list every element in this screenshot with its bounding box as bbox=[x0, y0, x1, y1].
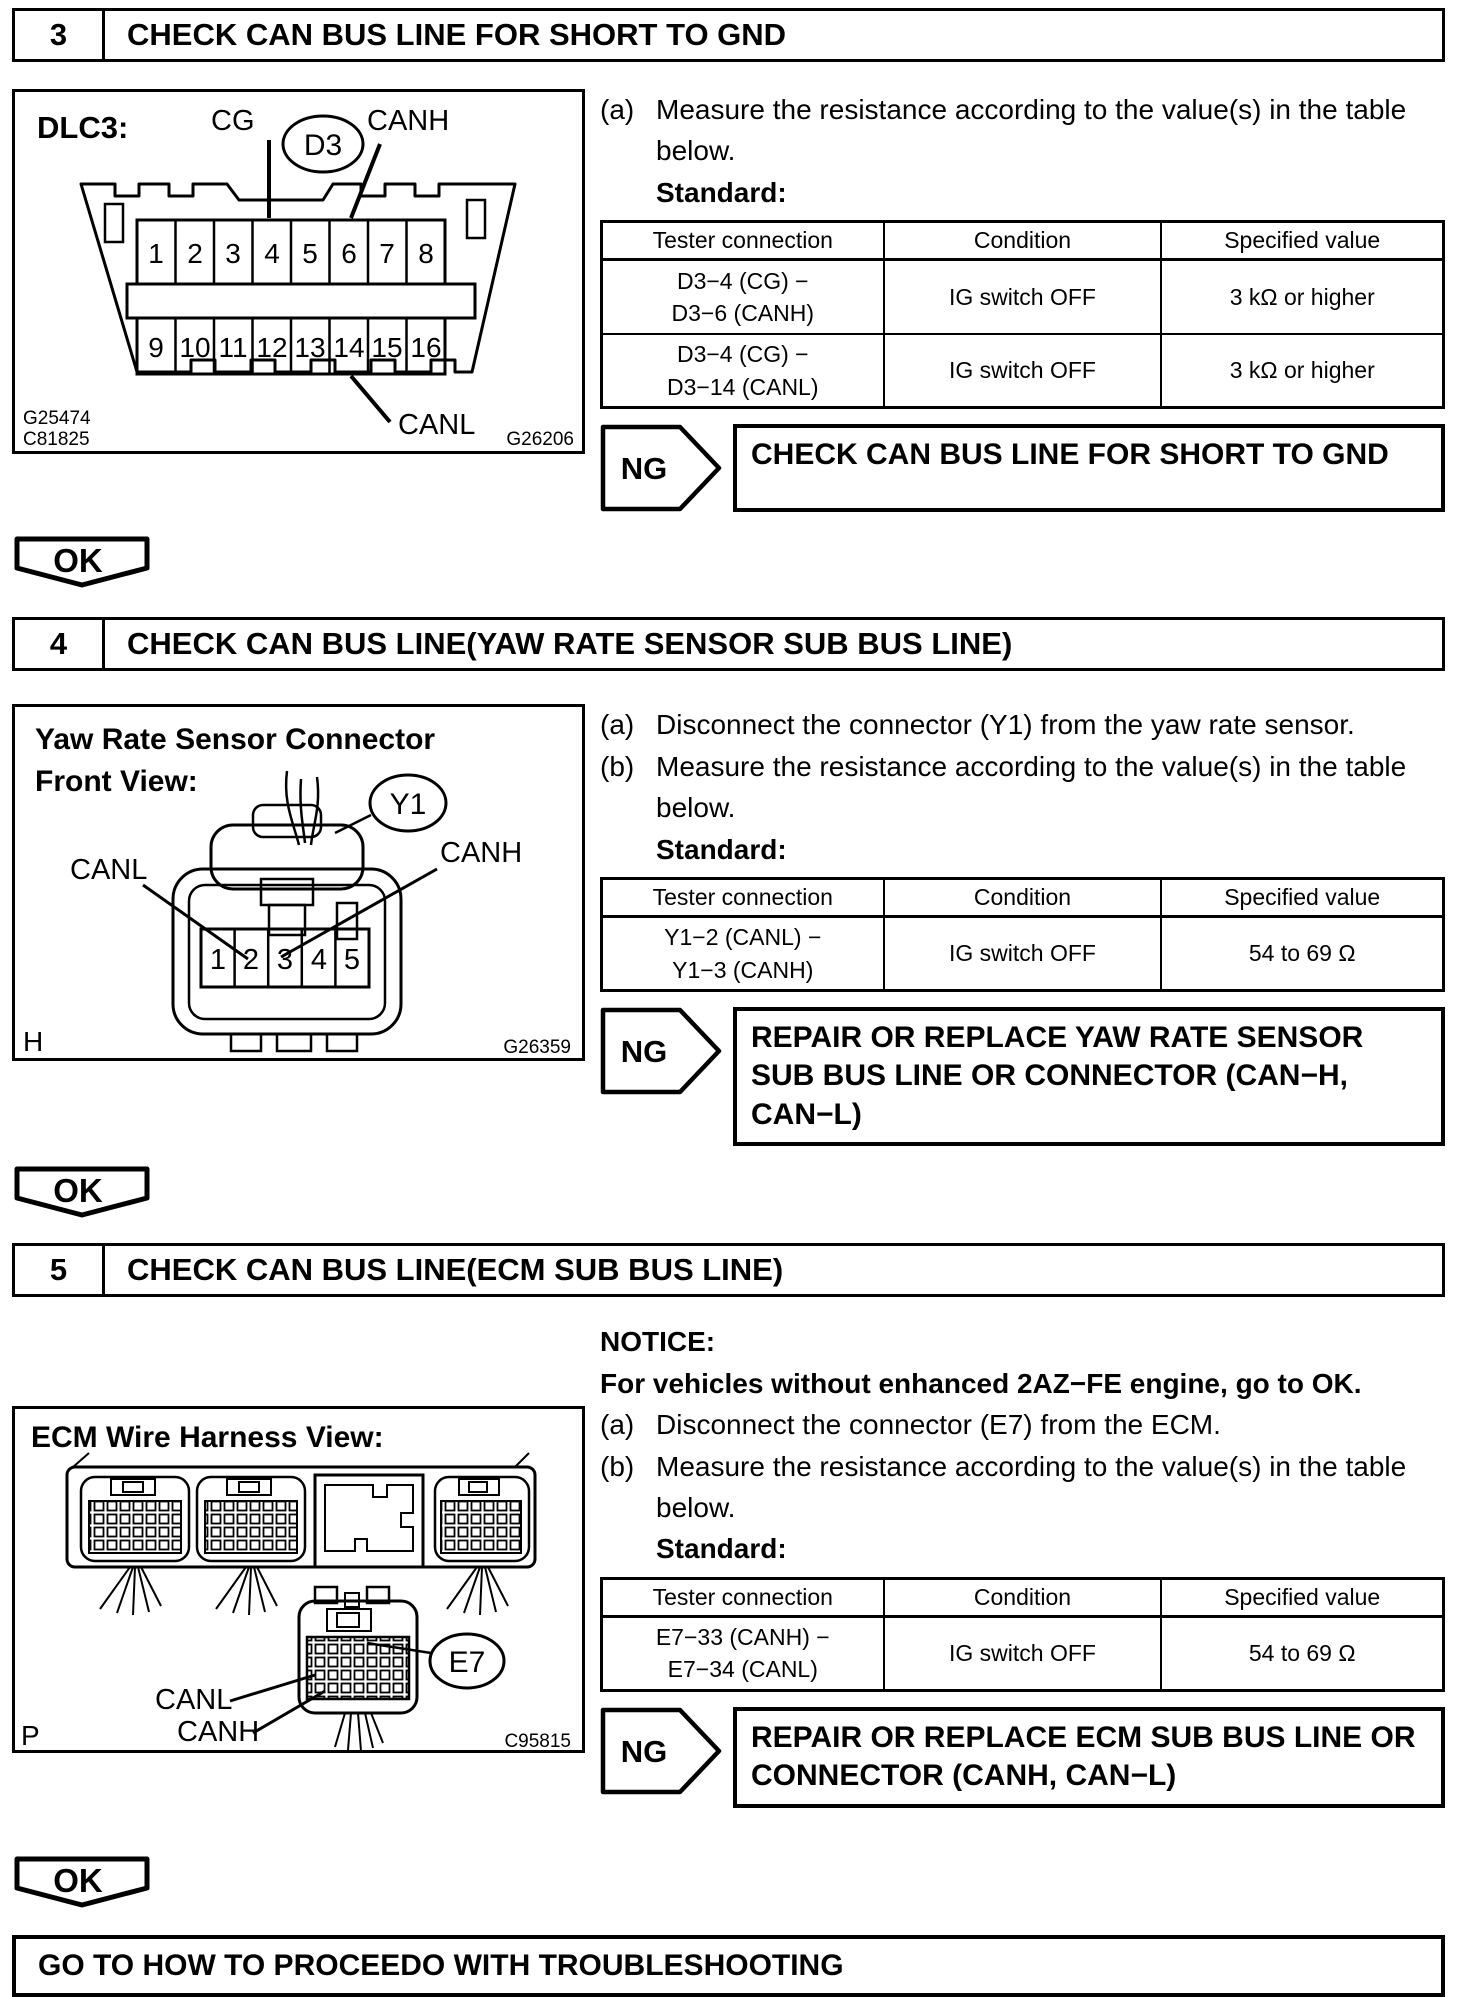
step5-title: CHECK CAN BUS LINE(ECM SUB BUS LINE) bbox=[127, 1252, 784, 1288]
figure-code: C95815 bbox=[504, 1731, 571, 1751]
col-header-condition: Condition bbox=[884, 879, 1162, 917]
pin-number: 5 bbox=[302, 238, 318, 269]
ok-flag-icon bbox=[14, 1166, 151, 1219]
instruction-marker: (b) bbox=[600, 1450, 635, 1482]
step3-number: 3 bbox=[15, 11, 105, 59]
step3-spec-table bbox=[600, 220, 1445, 409]
yaw-rate-sensor-figure bbox=[12, 704, 585, 1061]
instruction-marker: (a) bbox=[600, 709, 635, 741]
canl-label: CANL bbox=[398, 409, 476, 441]
pin-number: 6 bbox=[341, 238, 357, 269]
instruction-text: Measure the resistance according to the value(s) in the table below. bbox=[656, 750, 1407, 824]
standard-label: Standard: bbox=[656, 1533, 787, 1565]
pin-number: 16 bbox=[410, 332, 442, 363]
step5-instructions-col bbox=[600, 1321, 1445, 1807]
condition-cell: IG switch OFF bbox=[884, 260, 1162, 334]
pin-number: 4 bbox=[310, 944, 328, 977]
step5-number: 5 bbox=[15, 1246, 105, 1294]
tester-line2: D3−6 (CANH) bbox=[671, 300, 815, 327]
standard-label: Standard: bbox=[656, 833, 787, 865]
ok-flag-icon bbox=[14, 1856, 151, 1909]
canl-label: CANL bbox=[155, 1684, 233, 1717]
step4-header bbox=[12, 617, 1445, 671]
condition-cell: IG switch OFF bbox=[884, 1616, 1162, 1690]
pin-number: 2 bbox=[242, 944, 260, 977]
col-header-tester-connection: Tester connection bbox=[602, 879, 884, 917]
pin-number: 2 bbox=[187, 238, 203, 269]
instruction-item bbox=[600, 704, 1445, 745]
step3-figure-col bbox=[12, 89, 585, 454]
pin-number: 15 bbox=[371, 332, 403, 363]
pin-number: 10 bbox=[179, 332, 211, 363]
table-row bbox=[602, 260, 1444, 334]
ecm-harness-figure bbox=[12, 1406, 585, 1753]
ng-arrow-icon bbox=[600, 1707, 723, 1795]
yaw-connector-diagram bbox=[15, 707, 582, 1058]
figure-code: G26206 bbox=[506, 429, 574, 450]
step4-ng-action: REPAIR OR REPLACE YAW RATE SENSOR SUB BUS LINE OR CONNECTOR (CAN−H, CAN−L) bbox=[733, 1007, 1445, 1146]
tester-line1: Y1−2 (CANL) − bbox=[664, 924, 822, 951]
notice-text: For vehicles without enhanced 2AZ−FE engine, go to OK. bbox=[600, 1367, 1362, 1399]
dlc3-connector-labels bbox=[23, 105, 574, 450]
step5-spec-table bbox=[600, 1577, 1445, 1692]
instruction-item bbox=[600, 1446, 1445, 1529]
standard-label: Standard: bbox=[656, 176, 787, 208]
ng-label: NG bbox=[620, 1034, 668, 1070]
step4-instructions-col bbox=[600, 704, 1445, 1146]
step3-instructions-col bbox=[600, 89, 1445, 512]
tester-line1: E7−33 (CANH) − bbox=[655, 1624, 830, 1651]
instruction-marker: (b) bbox=[600, 750, 635, 782]
tester-connection-cell bbox=[602, 1616, 884, 1690]
instruction-text: Measure the resistance according to the value(s) in the table below. bbox=[656, 1450, 1407, 1523]
pin-number: 13 bbox=[294, 332, 326, 363]
condition-cell: IG switch OFF bbox=[884, 334, 1162, 408]
col-header-tester-connection: Tester connection bbox=[602, 222, 884, 260]
ecm-harness-shapes bbox=[67, 1453, 535, 1750]
pin-number: 8 bbox=[418, 238, 434, 269]
canh-label: CANH bbox=[367, 105, 450, 137]
ok-label: OK bbox=[53, 542, 103, 580]
pin-number: 5 bbox=[343, 944, 361, 977]
pin-number: 3 bbox=[225, 238, 241, 269]
specified-value-cell: 3 kΩ or higher bbox=[1161, 260, 1443, 334]
col-header-specified-value: Specified value bbox=[1161, 1578, 1443, 1616]
ng-label: NG bbox=[620, 451, 668, 487]
table-header-row bbox=[602, 879, 1444, 917]
step5-header bbox=[12, 1243, 1445, 1297]
step3-ng-action: CHECK CAN BUS LINE FOR SHORT TO GND bbox=[733, 424, 1445, 512]
tester-connection-cell bbox=[602, 334, 884, 408]
col-header-tester-connection: Tester connection bbox=[602, 1578, 884, 1616]
pin-number: 3 bbox=[276, 944, 294, 977]
specified-value-cell: 3 kΩ or higher bbox=[1161, 334, 1443, 408]
ok-label: OK bbox=[53, 1861, 103, 1899]
specified-value-cell: 54 to 69 Ω bbox=[1161, 917, 1443, 991]
specified-value-cell: 54 to 69 Ω bbox=[1161, 1616, 1443, 1690]
ecm-figure-title: ECM Wire Harness View: bbox=[31, 1421, 384, 1455]
col-header-condition: Condition bbox=[884, 222, 1162, 260]
step4-number: 4 bbox=[15, 620, 105, 668]
yaw-figure-title-line2: Front View: bbox=[35, 765, 198, 799]
figure-code: G25474 bbox=[23, 408, 91, 429]
canh-label: CANH bbox=[440, 837, 523, 870]
pin-number: 12 bbox=[256, 332, 288, 363]
step5-body bbox=[12, 1321, 1445, 1807]
pin-number: 1 bbox=[209, 944, 227, 977]
step3-ng-row bbox=[600, 424, 1445, 512]
table-header-row bbox=[602, 1578, 1444, 1616]
step4-ng-row bbox=[600, 1007, 1445, 1146]
ecm-harness-diagram bbox=[15, 1409, 582, 1750]
e7-connector-label: E7 bbox=[448, 1646, 486, 1680]
table-row bbox=[602, 334, 1444, 408]
tester-connection-cell bbox=[602, 917, 884, 991]
figure-code: G26359 bbox=[503, 1037, 571, 1059]
instruction-marker: (a) bbox=[600, 94, 635, 125]
pin-number: 14 bbox=[333, 332, 365, 363]
yaw-figure-title-line1: Yaw Rate Sensor Connector bbox=[35, 723, 436, 757]
y1-connector-label: Y1 bbox=[389, 788, 427, 822]
table-row bbox=[602, 917, 1444, 991]
notice-label: NOTICE: bbox=[600, 1326, 716, 1358]
step3-title: CHECK CAN BUS LINE FOR SHORT TO GND bbox=[127, 17, 787, 52]
col-header-condition: Condition bbox=[884, 1578, 1162, 1616]
step5-ng-action: REPAIR OR REPLACE ECM SUB BUS LINE OR CONNECTOR (CANH, CAN−L) bbox=[733, 1707, 1445, 1808]
step3-header bbox=[12, 8, 1445, 62]
ng-arrow-icon bbox=[600, 1007, 723, 1095]
pin-number: 9 bbox=[148, 332, 164, 363]
figure-code: C81825 bbox=[23, 429, 90, 450]
instruction-item bbox=[600, 746, 1445, 829]
step4-spec-table bbox=[600, 877, 1445, 992]
ok-flag-icon bbox=[14, 536, 151, 589]
step5-figure-col bbox=[12, 1321, 585, 1753]
ok-label: OK bbox=[53, 1172, 103, 1210]
figure-code: H bbox=[23, 1026, 44, 1058]
tester-line1: D3−4 (CG) − bbox=[676, 341, 809, 368]
pin-number: 7 bbox=[379, 238, 395, 269]
instruction-item bbox=[600, 1404, 1445, 1445]
table-row bbox=[602, 1616, 1444, 1690]
instruction-marker: (a) bbox=[600, 1409, 635, 1441]
pin-number: 4 bbox=[264, 238, 280, 269]
ng-label: NG bbox=[620, 1733, 668, 1769]
ng-arrow-icon bbox=[600, 424, 723, 512]
step3-body bbox=[12, 89, 1445, 512]
col-header-specified-value: Specified value bbox=[1161, 222, 1443, 260]
pin-number: 11 bbox=[218, 332, 248, 363]
step4-title: CHECK CAN BUS LINE(YAW RATE SENSOR SUB BUS LINE) bbox=[127, 626, 1013, 662]
step4-body bbox=[12, 704, 1445, 1146]
pin-number: 1 bbox=[148, 238, 164, 269]
dlc3-figure bbox=[12, 89, 585, 454]
instruction-text: Measure the resistance according to the value(s) in the table below. bbox=[656, 94, 1407, 167]
goto-troubleshooting-banner: GO TO HOW TO PROCEEDO WITH TROUBLESHOOTING bbox=[12, 1935, 1445, 1997]
condition-cell: IG switch OFF bbox=[884, 917, 1162, 991]
step4-figure-col bbox=[12, 704, 585, 1061]
instruction-text: Disconnect the connector (E7) from the ECM. bbox=[656, 1409, 1221, 1441]
instruction-item bbox=[600, 89, 1445, 172]
cg-label: CG bbox=[211, 105, 255, 137]
dlc3-figure-title: DLC3: bbox=[37, 110, 129, 145]
step5-ng-row bbox=[600, 1707, 1445, 1808]
tester-line2: Y1−3 (CANH) bbox=[672, 956, 814, 983]
d3-connector-label: D3 bbox=[303, 129, 343, 162]
dlc3-connector-diagram bbox=[15, 92, 582, 451]
col-header-specified-value: Specified value bbox=[1161, 879, 1443, 917]
dlc3-connector-shapes bbox=[81, 116, 515, 422]
tester-line2: E7−34 (CANL) bbox=[667, 1656, 818, 1683]
tester-line2: D3−14 (CANL) bbox=[667, 373, 819, 400]
figure-code: P bbox=[21, 1720, 40, 1751]
canh-label: CANH bbox=[177, 1716, 260, 1749]
tester-connection-cell bbox=[602, 260, 884, 334]
table-header-row bbox=[602, 222, 1444, 260]
canl-label: CANL bbox=[70, 854, 148, 887]
tester-line1: D3−4 (CG) − bbox=[676, 267, 809, 294]
instruction-text: Disconnect the connector (Y1) from the yaw rate sensor. bbox=[656, 709, 1355, 741]
